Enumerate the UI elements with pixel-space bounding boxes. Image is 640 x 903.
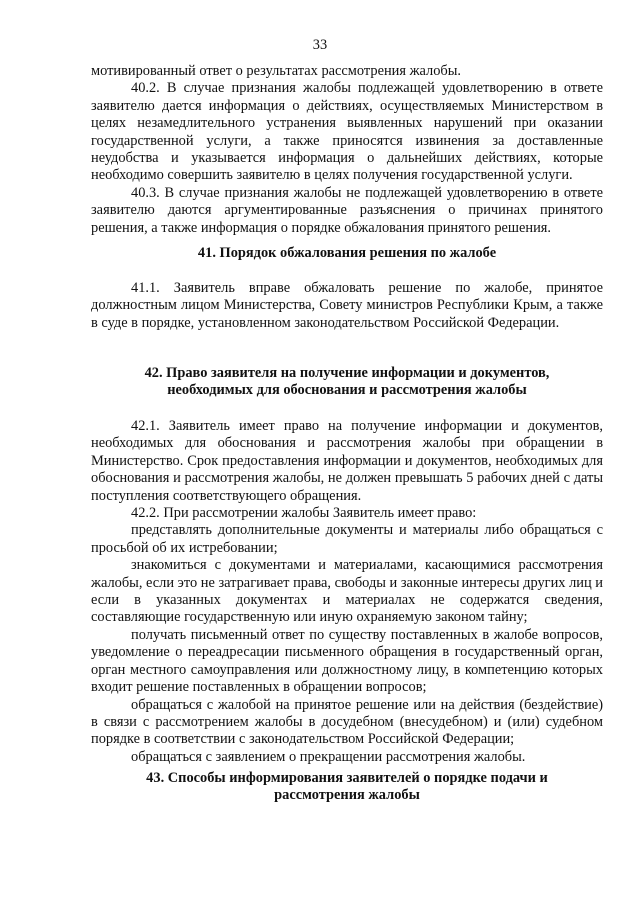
heading-section-41: [91, 245, 603, 262]
paragraph-40-3: 40.3. В случае признания жалобы не подлежащей удовлетворению в ответе заявителю даются аргументированные разъяснения о причинах принятого решения, а также информация о порядке обжалования принятого решения.: [91, 184, 603, 236]
section-42-heading: [91, 365, 603, 400]
section-43-heading-line-1: 43. Способы информирования заявителей о порядке подачи и: [146, 770, 548, 786]
section-43-heading: [91, 770, 603, 805]
section-43-heading-line-2: рассмотрения жалобы: [274, 787, 420, 804]
block-41: [91, 280, 603, 332]
heading-section-43: [91, 770, 603, 805]
block-42: [91, 418, 603, 766]
list-item-right: получать письменный ответ по существу поставленных в жалобе вопросов, уведомление о переадресации письменного обращения в государственный орган, орган местного самоуправления или должностному лицу, в компетенцию которых входит решение поставленных в обращении вопросов;: [91, 626, 603, 696]
page-number: 33: [312, 37, 328, 53]
section-42-heading-line-1: 42. Право заявителя на получение информации и документов,: [144, 365, 550, 381]
list-item-right: обращаться с жалобой на принятое решение или на действия (бездействие) в связи с рассмотрением жалобы в досудебном (внесудебном) и (или) судебном порядке в соответствии с законодательством Российской Федерации;: [91, 696, 603, 748]
section-41-heading: 41. Порядок обжалования решения по жалобе: [197, 245, 497, 261]
heading-section-42: [91, 365, 603, 400]
block-40: [91, 63, 603, 237]
paragraph-42-1: 42.1. Заявитель имеет право на получение информации и документов, необходимых для обоснования и рассмотрения жалобы при обращении в Министерство. Срок предоставления информации и документов, необходимых для обоснования и рассмотрения жалобы, не должен превышать 5 рабочих дней с даты поступления соответствующего обращения.: [91, 418, 603, 504]
list-item-right: знакомиться с документами и материалами, касающимися рассмотрения жалобы, если это не затрагивает права, свободы и законные интересы других лиц и если в указанных документах и материалах не содержатся сведения, составляющие государственную или иную охраняемую законом тайну;: [91, 557, 603, 626]
paragraph-41-1: 41.1. Заявитель вправе обжаловать решение по жалобе, принятое должностным лицом Министерства, Совету министров Республики Крым, а также в суде в порядке, установленном законодательством Российской Федерации.: [91, 280, 603, 331]
section-42-heading-line-2: необходимых для обоснования и рассмотрения жалобы: [167, 382, 527, 399]
list-item-right: представлять дополнительные документы и материалы либо обращаться с просьбой об их истребовании;: [91, 522, 603, 556]
paragraph-continuation: мотивированный ответ о результатах рассмотрения жалобы.: [91, 63, 462, 79]
paragraph-40-2: 40.2. В случае признания жалобы подлежащей удовлетворению в ответе заявителю дается информация о действиях, осуществляемых Министерством в целях незамедлительного устранения выявленных нарушений при оказании государственной услуги, а также приносятся извинения за доставленные неудобства и указывается информация о дальнейших действиях, которые необходимо совершить заявителю в целях получения государственной услуги.: [91, 80, 603, 184]
paragraph-42-2: 42.2. При рассмотрении жалобы Заявитель имеет право:: [131, 505, 477, 522]
list-item-right: обращаться с заявлением о прекращении рассмотрения жалобы.: [131, 748, 526, 765]
